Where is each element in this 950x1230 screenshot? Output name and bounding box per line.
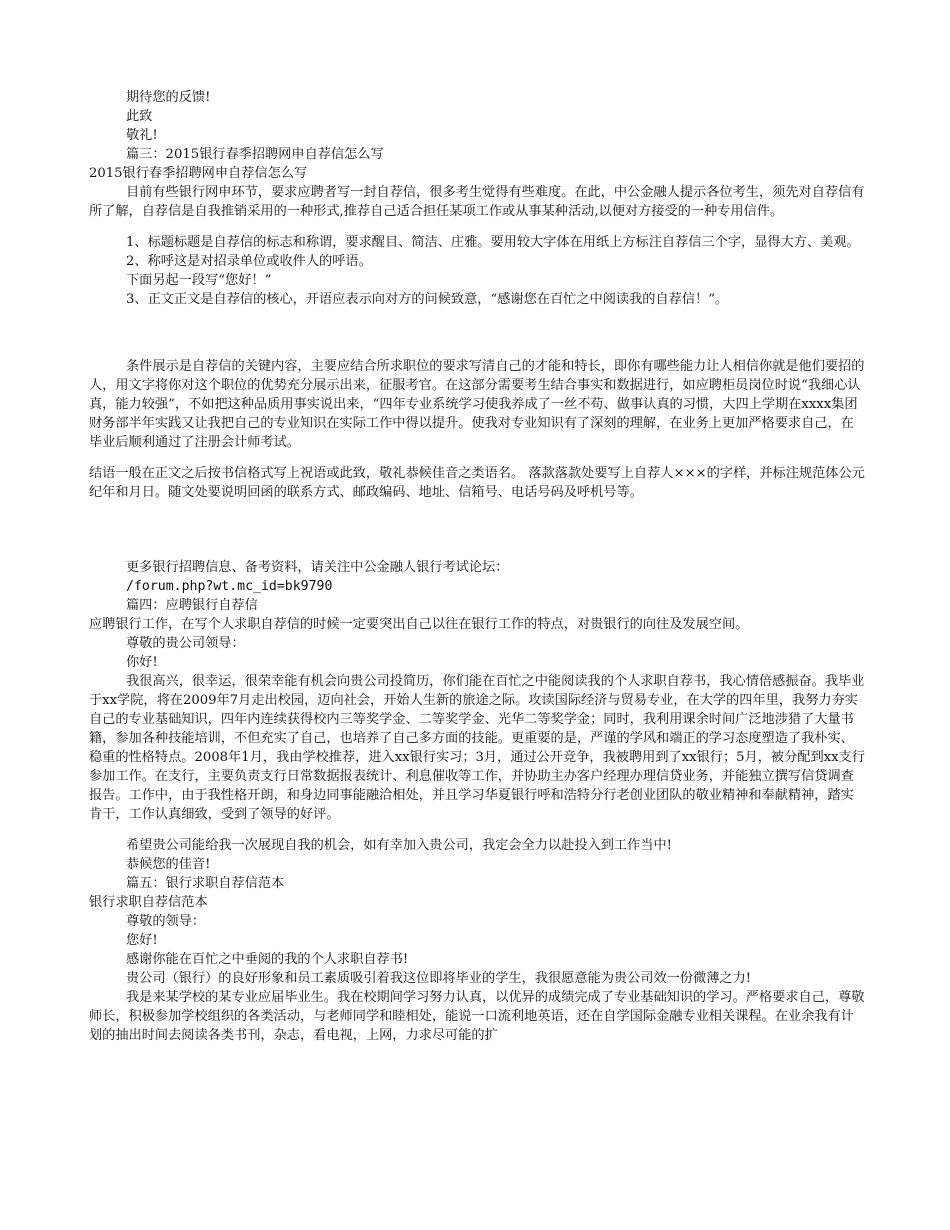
text-line: 恭候您的佳音! [126, 857, 211, 872]
text-line: 贵公司（银行）的良好形象和员工素质吸引着我这位即将毕业的学生，我很愿意能为贵公司效一份微薄之力! [126, 971, 752, 986]
text-line: 应聘银行工作，在写个人求职自荐信的时候一定要突出自己以往在银行工作的特点，对贵银行的向往及发展空间。 [89, 617, 749, 632]
paragraph: 结语一般在正文之后按书信格式写上祝语或此致，敬礼恭候佳音之类语名。 落款落款处要写上自荐人×××的字样，并标注规范体公元纪年和月日。随文处要说明回函的联系方式、邮政编码、地址、信箱号、电话号码及呼机号等。 [89, 466, 865, 500]
paragraph: 目前有些银行网申环节，要求应聘者写一封自荐信，很多考生觉得有些难度。在此，中公金融人提示各位考生，须先对自荐信有所了解，自荐信是自我推销采用的一种形式,推荐自己适合担任某项工作或从事某种活动,以便对方接受的一种专用信件。 [89, 185, 865, 219]
paragraph: 1、标题标题是自荐信的标志和称谓，要求醒目、简洁、庄雅。要用较大字体在用纸上方标注自荐信三个字，显得大方、美观。 [126, 235, 860, 250]
text-line: 更多银行招聘信息、备考资料，请关注中公金融人银行考试论坛： [126, 560, 509, 575]
paragraph: 我是来某学校的某专业应届毕业生。我在校期间学习努力认真，以优异的成绩完成了专业基础知识的学习。严格要求自己，尊敬师长，积极参加学校组织的各类活动，与老师同学和睦相处，能说一口流利地英语，还在自学国际金融专业相关课程。在业余我有计划的抽出时间去阅读各类书刊，杂志，看电视，上网，力求尽可能的扩 [89, 990, 865, 1043]
text-line: 下面另起一段写“您好！” [126, 273, 272, 288]
salutation: 尊敬的贵公司领导： [126, 636, 245, 651]
text-line: 2、称呼这是对招录单位或收件人的呼语。 [126, 254, 372, 269]
text-line: 3、正文正文是自荐信的核心，开语应表示向对方的问候致意，“感谢您在百忙之中阅读我的自荐信！”。 [126, 292, 729, 307]
section-heading: 篇三：2015银行春季招聘网申自荐信怎么写 [126, 147, 384, 162]
greeting: 你好! [126, 655, 158, 670]
article-title: 2015银行春季招聘网申自荐信怎么写 [89, 166, 308, 181]
section-heading: 篇五：银行求职自荐信范本 [126, 876, 285, 891]
section-heading: 篇四：应聘银行自荐信 [126, 598, 258, 613]
greeting: 您好! [126, 933, 158, 948]
text-line: 感谢你能在百忙之中垂阅的我的个人求职自荐书! [126, 952, 409, 967]
text-line: 希望贵公司能给我一次展现自我的机会，如有幸加入贵公司，我定会全力以赴投入到工作当中! [126, 838, 672, 853]
paragraph: 我很高兴，很幸运，很荣幸能有机会向贵公司投简历，你们能在百忙之中能阅读我的个人求职自荐书，我心情倍感振奋。我毕业于xx学院，将在2009年7月走出校园，迈向社会，开始人生新的旅途之际。攻读国际经济与贸易专业，在大学的四年里，我努力夯实自己的专业基础知识，四年内连续获得校内三等奖学金、二等奖学金、光华二等奖学金；同时，我利用课余时间广泛地涉猎了大量书籍，参加各种技能培训，不但充实了自己，也培养了自己多方面的技能。更重要的是，严谨的学风和端正的学习态度塑造了我朴实、稳重的性格特点。2008年1月，我由学校推荐，进入xx银行实习；3月，通过公开竞争，我被聘用到了xx银行；5月，被分配到xx支行参加工作。在支行，主要负责支行日常数据报表统计、利息催收等工作，并协助主办客户经理办理信贷业务，并能独立撰写信贷调查报告。工作中，由于我性格开朗，和身边同事能融洽相处，并且学习华夏银行呼和浩特分行老创业团队的敬业精神和奉献精神，踏实肯干，工作认真细致，受到了领导的好评。 [89, 674, 865, 822]
paragraph: 条件展示是自荐信的关键内容，主要应结合所求职位的要求写清自己的才能和特长，即你有哪些能力让人相信你就是他们要招的人，用文字将你对这个职位的优势充分展示出来，征服考官。在这部分需要考生结合事实和数据进行，如应聘柜员岗位时说“我细心认真，能力较强”，不如把这种品质用事实说出来，“四年专业系统学习使我养成了一丝不苟、做事认真的习惯，大四上学期在xxxx集团财务部半年实践又让我把自己的专业知识在实际工作中得以提升。使我对专业知识有了深刻的理解，在业务上更加严格要求自己，在毕业后顺利通过了注册会计师考试。 [89, 359, 865, 450]
closing-line: 此致 [126, 109, 153, 124]
article-title: 银行求职自荐信范本 [89, 895, 208, 910]
closing-line: 敬礼! [126, 128, 158, 143]
closing-line: 期待您的反馈! [126, 90, 211, 105]
forum-link[interactable]: /forum.php?wt.mc_id=bk9790 [126, 579, 333, 594]
salutation: 尊敬的领导： [126, 914, 206, 929]
